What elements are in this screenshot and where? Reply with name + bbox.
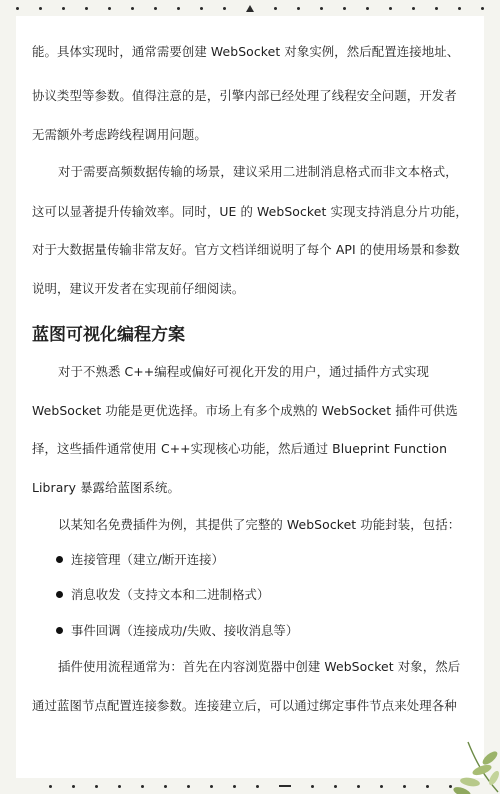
paragraph-line: 择，这些插件通常使用 C++实现核心功能，然后通过 Blueprint Function: [32, 441, 448, 456]
bullet-item: [56, 585, 269, 603]
paragraph-line: 能。具体实现时，通常需要创建 WebSocket 对象实例，然后配置连接地址、: [32, 44, 460, 59]
bullet-item: [56, 621, 298, 639]
paragraph-line: 协议类型等参数。值得注意的是，引擎内部已经处理了线程安全问题，开发者: [32, 88, 457, 103]
paragraph-line: 对于大数据量传输非常友好。官方文档详细说明了每个 API 的使用场景和参数: [32, 242, 460, 257]
paragraph-line: 插件使用流程通常为：首先在内容浏览器中创建 WebSocket 对象，然后: [58, 659, 461, 674]
top-border-ornament: [0, 0, 500, 16]
bullet-icon: [56, 627, 63, 634]
bullet-text: 消息收发（支持文本和二进制格式）: [71, 587, 270, 602]
paragraph-line: Library 暴露给蓝图系统。: [32, 480, 180, 495]
paragraph-line: WebSocket 功能是更优选择。市场上有多个成熟的 WebSocket 插件可供选: [32, 403, 458, 418]
bullet-text: 事件回调（连接成功/失败、接收消息等）: [71, 623, 299, 638]
bullet-item: [56, 550, 224, 568]
paragraph-line: 对于需要高频数据传输的场景，建议采用二进制消息格式而非文本格式，: [58, 164, 458, 179]
bottom-border-ornament: [0, 778, 500, 794]
paragraph-line: 无需额外考虑跨线程调用问题。: [32, 127, 207, 142]
paragraph-line: 通过蓝图节点配置连接参数。连接建立后，可以通过绑定事件节点来处理各种: [32, 698, 457, 713]
section-heading: 蓝图可视化编程方案: [32, 325, 185, 345]
paragraph-line: 以某知名免费插件为例，其提供了完整的 WebSocket 功能封装，包括：: [58, 517, 461, 532]
paragraph-line: 这可以显著提升传输效率。同时，UE 的 WebSocket 实现支持消息分片功能，: [32, 204, 468, 219]
paragraph-line: 对于不熟悉 C++编程或偏好可视化开发的用户，通过插件方式实现: [58, 364, 430, 379]
bullet-text: 连接管理（建立/断开连接）: [71, 552, 224, 567]
bullet-icon: [56, 591, 63, 598]
bullet-icon: [56, 556, 63, 563]
paragraph-line: 说明，建议开发者在实现前仔细阅读。: [32, 281, 245, 296]
